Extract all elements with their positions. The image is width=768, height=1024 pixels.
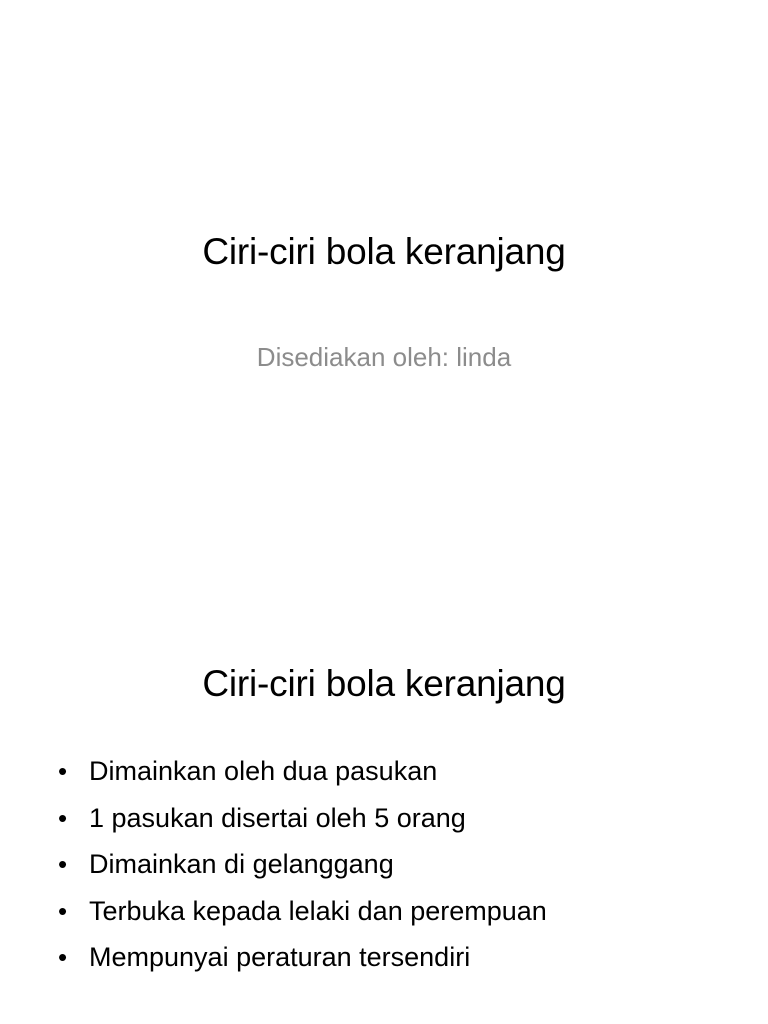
bullet-list xyxy=(58,748,738,981)
bullet-icon: • xyxy=(58,802,68,833)
bullet-text: Dimainkan di gelanggang xyxy=(89,849,394,879)
list-item xyxy=(58,795,738,842)
list-item xyxy=(58,841,738,888)
bullet-icon: • xyxy=(58,849,68,879)
slide-title: Ciri-ciri bola keranjang xyxy=(202,663,566,704)
slide-title: Ciri-ciri bola keranjang xyxy=(202,231,566,272)
list-item xyxy=(58,748,738,795)
list-item xyxy=(58,934,738,981)
bullet-text: Terbuka kepada lelaki dan perempuan xyxy=(89,895,547,926)
list-item xyxy=(58,888,738,935)
content-slide xyxy=(0,576,768,1024)
bullet-icon: • xyxy=(58,895,68,926)
bullet-text: Mempunyai peraturan tersendiri xyxy=(89,942,471,972)
bullet-icon: • xyxy=(58,756,68,786)
bullet-icon: • xyxy=(58,942,68,972)
bullet-text: 1 pasukan disertai oleh 5 orang xyxy=(89,802,466,833)
slide-subtitle: Disediakan oleh: linda xyxy=(256,342,512,372)
bullet-text: Dimainkan oleh dua pasukan xyxy=(89,756,438,786)
